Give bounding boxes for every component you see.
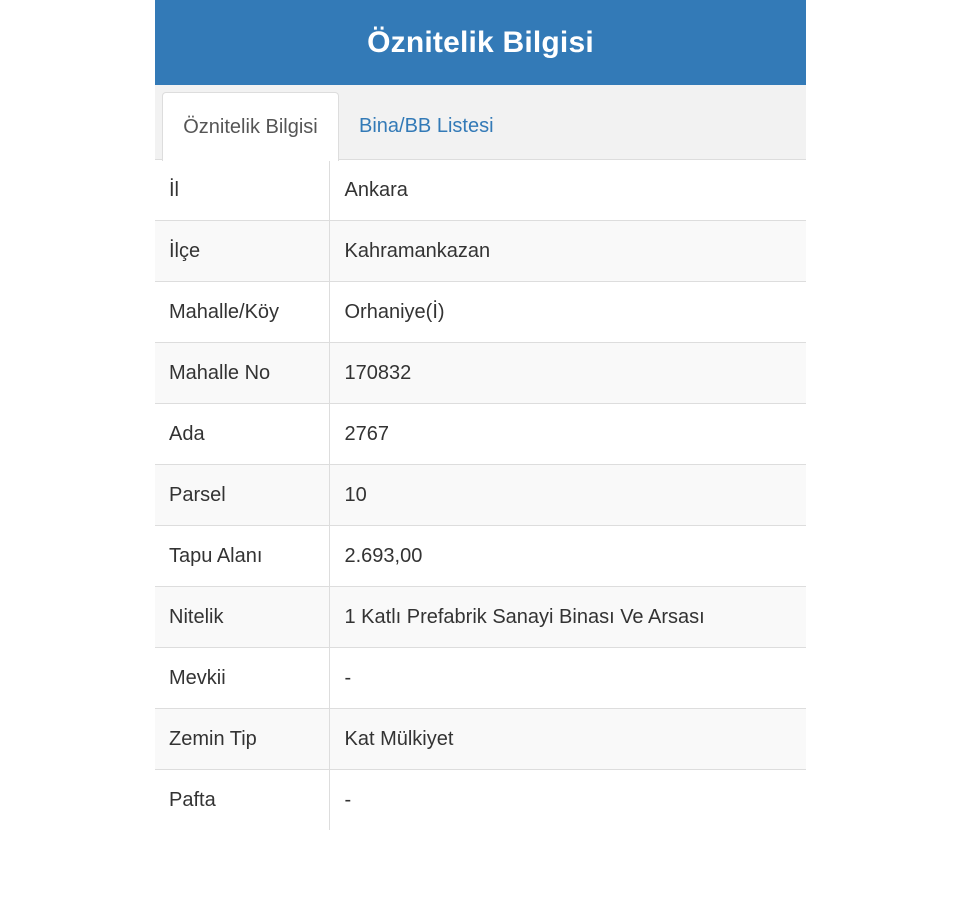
row-value: Kat Mülkiyet [329, 709, 806, 770]
row-label: Mevkii [155, 648, 329, 709]
row-value: 2767 [329, 404, 806, 465]
row-value: Kahramankazan [329, 221, 806, 282]
table-row [155, 404, 806, 465]
tab-attribute-info[interactable]: Öznitelik Bilgisi [162, 92, 339, 161]
row-label: Mahalle No [155, 343, 329, 404]
row-value: 170832 [329, 343, 806, 404]
row-label: Pafta [155, 770, 329, 831]
row-label: İlçe [155, 221, 329, 282]
row-value: - [329, 648, 806, 709]
table-row [155, 648, 806, 709]
table-row [155, 221, 806, 282]
row-label: Zemin Tip [155, 709, 329, 770]
row-value: - [344, 788, 352, 811]
row-label: Nitelik [155, 587, 329, 648]
row-value: 1 Katlı Prefabrik Sanayi Binası Ve Arsası [329, 587, 806, 648]
row-value: Ankara [329, 160, 806, 221]
row-label: Tapu Alanı [155, 526, 329, 587]
table-row [155, 465, 806, 526]
row-value: 2.693,00 [329, 526, 806, 587]
table-row [155, 160, 806, 221]
table-row [155, 709, 806, 770]
row-label: Parsel [155, 465, 329, 526]
row-label: Mahalle/Köy [155, 282, 329, 343]
row-value: Orhaniye(İ) [329, 282, 806, 343]
row-label: İl [155, 160, 329, 221]
row-label: Ada [155, 404, 329, 465]
attribute-panel [155, 0, 806, 830]
table-row [155, 282, 806, 343]
tab-bar [155, 85, 806, 160]
tab-building-list[interactable]: Bina/BB Listesi [359, 115, 494, 137]
table-row [155, 526, 806, 587]
row-value: 10 [329, 465, 806, 526]
panel-title: Öznitelik Bilgisi [155, 0, 806, 85]
table-row [155, 587, 806, 648]
table-row [155, 343, 806, 404]
attribute-table [155, 160, 806, 830]
table-row [155, 770, 806, 831]
